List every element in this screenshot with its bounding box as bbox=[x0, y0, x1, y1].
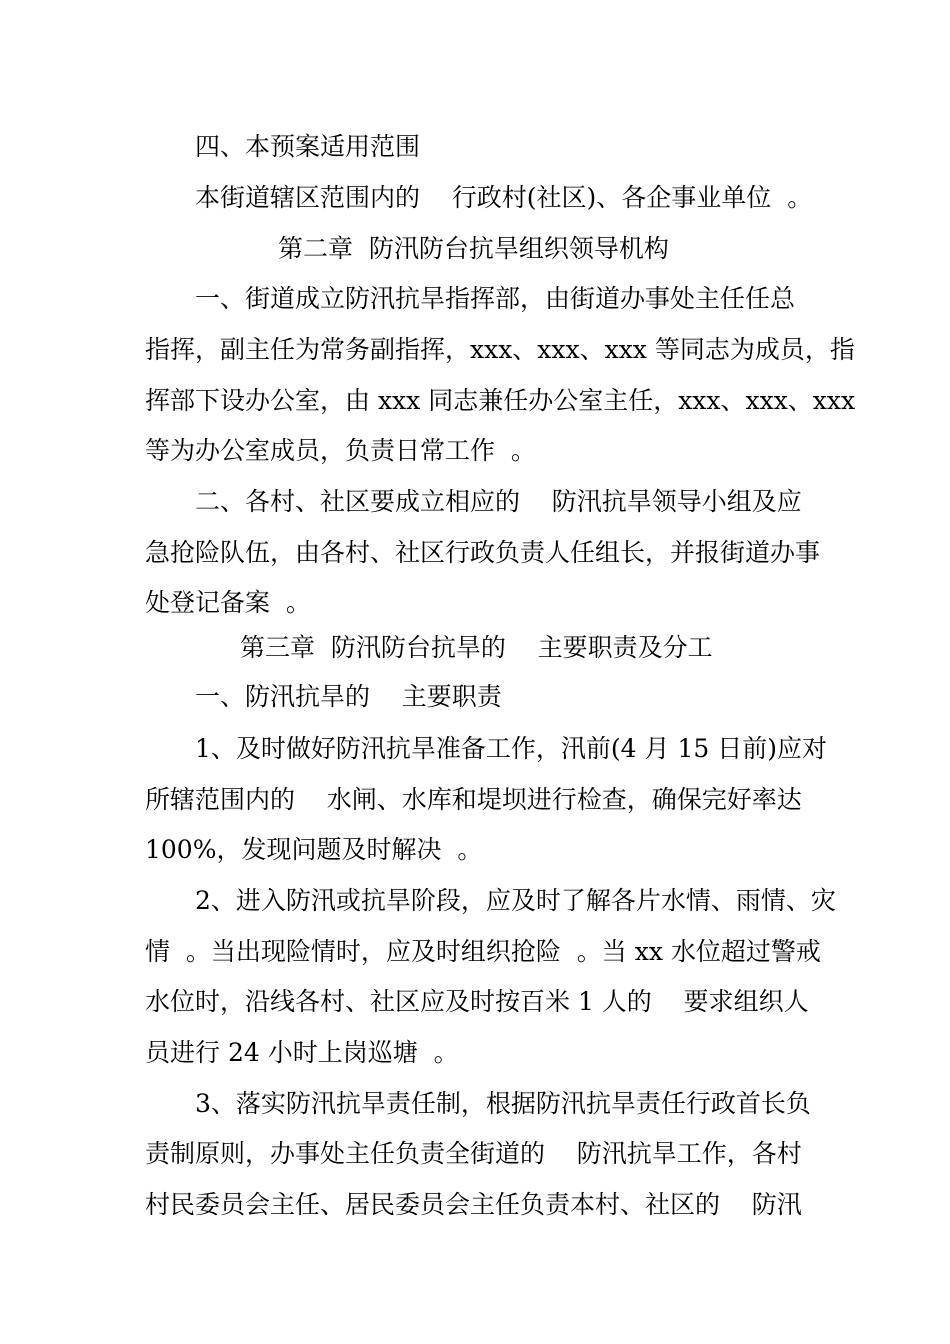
paragraph-line: 本街道辖区范围内的 行政村(社区)、各企事业单位 。 bbox=[195, 183, 813, 212]
paragraph-line: 处登记备案 。 bbox=[145, 588, 311, 617]
paragraph-line: 挥部下设办公室，由 xxx 同志兼任办公室主任，xxx、xxx、xxx bbox=[145, 386, 856, 415]
paragraph-line: 村民委员会主任、居民委员会主任负责本村、社区的 防汛 bbox=[145, 1190, 802, 1219]
paragraph-line: 100%，发现问题及时解决 。 bbox=[145, 835, 483, 864]
paragraph-line: 所辖范围内的 水闸、水库和堤坝进行检查，确保完好率达 bbox=[145, 785, 802, 814]
paragraph-line: 1、及时做好防汛抗旱准备工作，汛前(4 月 15 日前)应对 bbox=[195, 734, 827, 763]
paragraph-line: 指挥，副主任为常务副指挥，xxx、xxx、xxx 等同志为成员，指 bbox=[145, 335, 855, 364]
paragraph-line: 二、各村、社区要成立相应的 防汛抗旱领导小组及应 bbox=[195, 487, 802, 516]
paragraph-line: 急抢险队伍，由各村、社区行政负责人任组长，并报街道办事 bbox=[145, 538, 821, 567]
paragraph-line: 3、落实防汛抗旱责任制，根据防汛抗旱责任行政首长负 bbox=[195, 1089, 811, 1118]
section-heading-duties: 一、防汛抗旱的 主要职责 bbox=[195, 682, 502, 711]
paragraph-line: 责制原则，办事处主任负责全街道的 防汛抗旱工作，各村 bbox=[145, 1139, 802, 1168]
paragraph-line: 一、街道成立防汛抗旱指挥部，由街道办事处主任任总 bbox=[195, 284, 796, 313]
section-heading-scope: 四、本预案适用范围 bbox=[195, 132, 421, 161]
paragraph-line: 情 。当出现险情时，应及时组织抢险 。当 xx 水位超过警戒 bbox=[145, 937, 821, 966]
paragraph-line: 水位时，沿线各村、社区应及时按百米 1 人的 要求组织人 bbox=[145, 987, 809, 1016]
chapter-heading-2: 第二章 防汛防台抗旱组织领导机构 bbox=[278, 234, 669, 263]
chapter-heading-3: 第三章 防汛防台抗旱的 主要职责及分工 bbox=[240, 633, 713, 662]
paragraph-line: 员进行 24 小时上岗巡塘 。 bbox=[145, 1038, 459, 1067]
paragraph-line: 等为办公室成员，负责日常工作 。 bbox=[145, 436, 536, 465]
paragraph-line: 2、进入防汛或抗旱阶段，应及时了解各片水情、雨情、灾 bbox=[195, 886, 836, 915]
